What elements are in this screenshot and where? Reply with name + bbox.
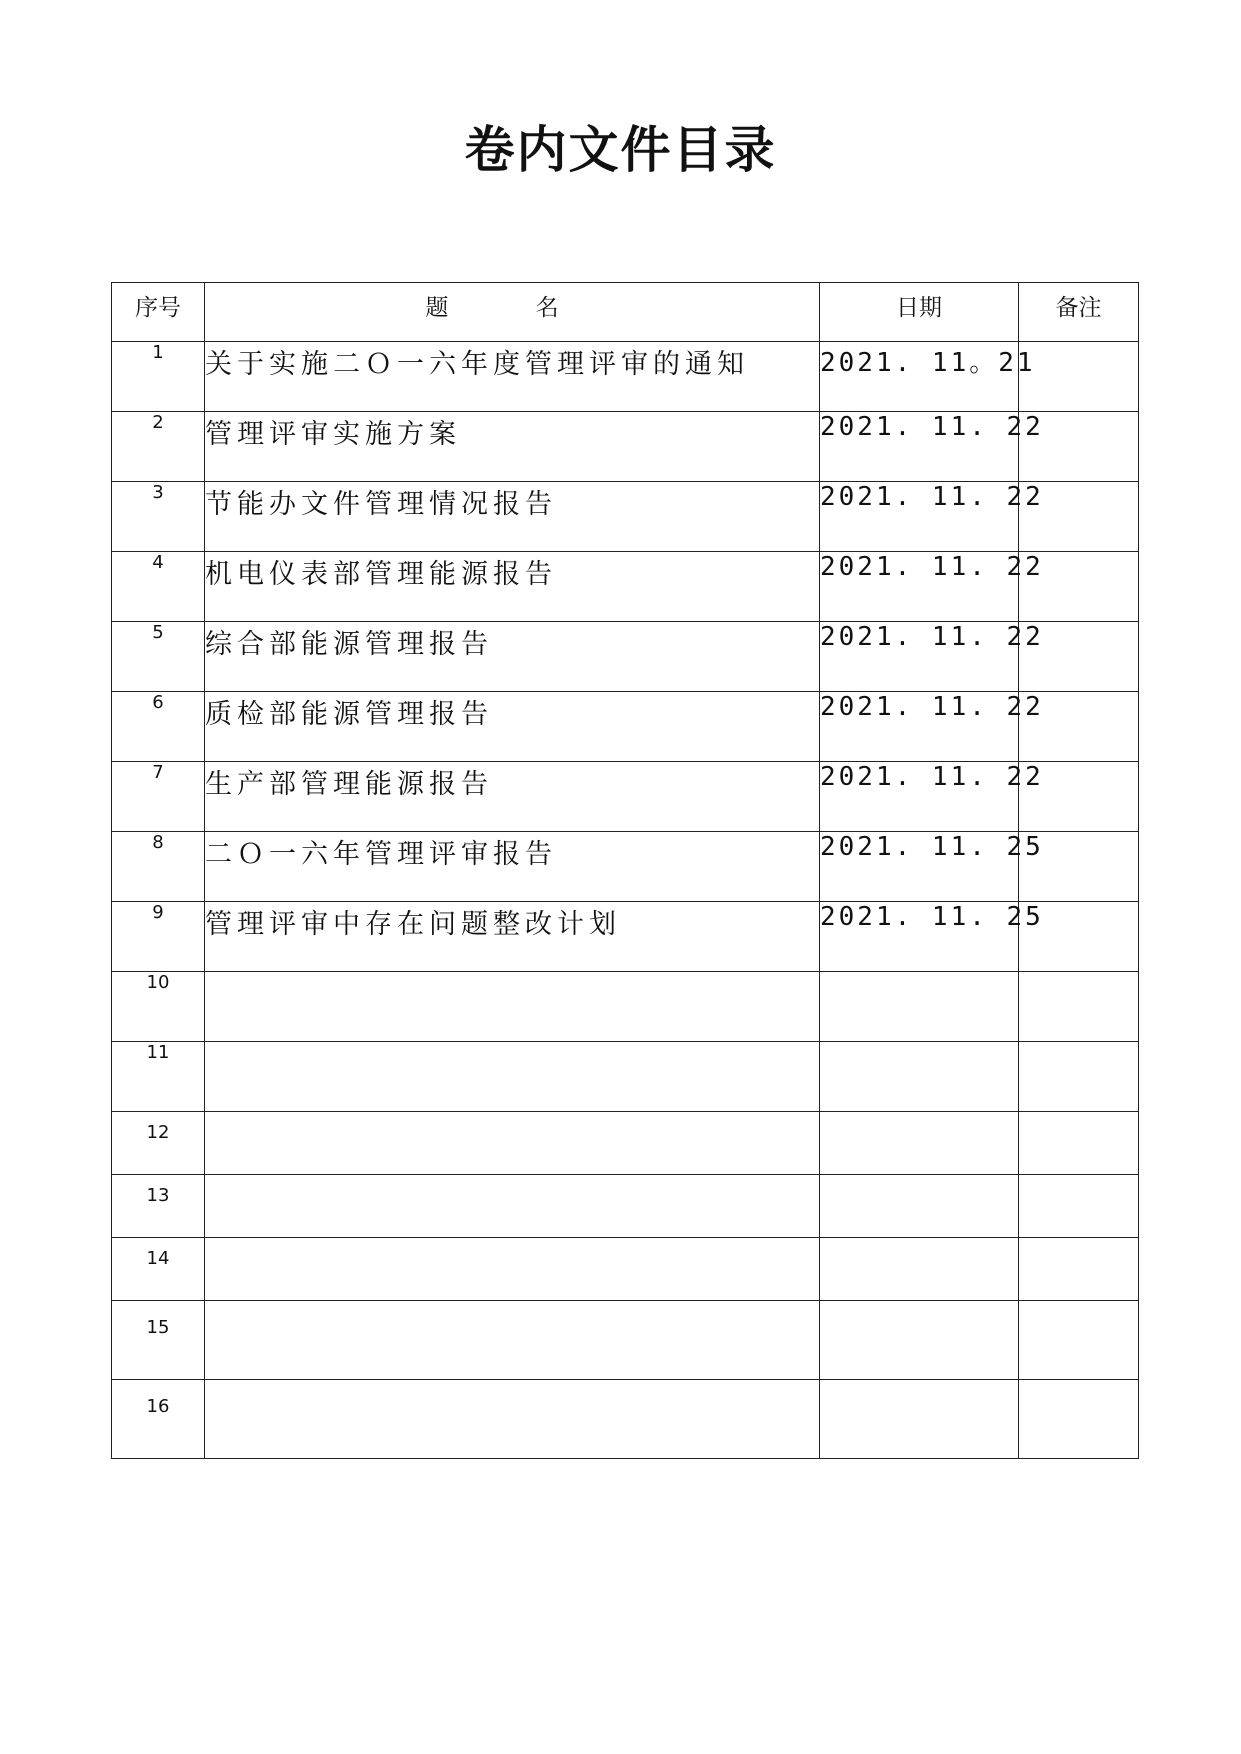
row-date bbox=[820, 1042, 1019, 1112]
row-seq: 9 bbox=[112, 902, 205, 972]
header-remark: 备注 bbox=[1019, 283, 1139, 342]
row-seq: 7 bbox=[112, 762, 205, 832]
header-date: 日期 bbox=[820, 283, 1019, 342]
table-row bbox=[112, 762, 1139, 832]
row-seq: 16 bbox=[112, 1380, 205, 1459]
row-seq: 2 bbox=[112, 412, 205, 482]
row-title bbox=[205, 1380, 820, 1459]
row-title: 机电仪表部管理能源报告 bbox=[205, 552, 820, 622]
table-row bbox=[112, 1238, 1139, 1301]
table-row bbox=[112, 832, 1139, 902]
row-remark bbox=[1019, 1042, 1139, 1112]
row-date: 2021. 11. 25 bbox=[820, 902, 1019, 972]
table-row bbox=[112, 1380, 1139, 1459]
row-date: 2021. 11. 22 bbox=[820, 412, 1019, 482]
row-title: 管理评审中存在问题整改计划 bbox=[205, 902, 820, 972]
row-remark bbox=[1019, 1238, 1139, 1301]
row-remark bbox=[1019, 1301, 1139, 1380]
row-title: 管理评审实施方案 bbox=[205, 412, 820, 482]
row-date bbox=[820, 1301, 1019, 1380]
document-title: 卷内文件目录 bbox=[464, 121, 777, 179]
row-seq: 10 bbox=[112, 972, 205, 1042]
row-date: 2021. 11. 22 bbox=[820, 692, 1019, 762]
table-row bbox=[112, 692, 1139, 762]
table-row bbox=[112, 482, 1139, 552]
row-seq: 8 bbox=[112, 832, 205, 902]
row-title: 生产部管理能源报告 bbox=[205, 762, 820, 832]
row-date: 2021. 11. 25 bbox=[820, 832, 1019, 902]
row-seq: 13 bbox=[112, 1175, 205, 1238]
row-date bbox=[820, 1238, 1019, 1301]
row-remark bbox=[1019, 342, 1139, 412]
row-remark bbox=[1019, 1112, 1139, 1175]
table-row bbox=[112, 902, 1139, 972]
row-date: 2021. 11. 22 bbox=[820, 482, 1019, 552]
row-title bbox=[205, 1112, 820, 1175]
catalog-table bbox=[111, 282, 1139, 1459]
row-date: 2021. 11。21 bbox=[820, 342, 1019, 412]
row-seq: 15 bbox=[112, 1301, 205, 1380]
row-seq: 1 bbox=[112, 342, 205, 412]
row-title bbox=[205, 1042, 820, 1112]
row-date: 2021. 11. 22 bbox=[820, 762, 1019, 832]
row-seq: 5 bbox=[112, 622, 205, 692]
table-row bbox=[112, 342, 1139, 412]
row-remark bbox=[1019, 972, 1139, 1042]
row-date bbox=[820, 1175, 1019, 1238]
row-seq: 14 bbox=[112, 1238, 205, 1301]
row-date: 2021. 11. 22 bbox=[820, 622, 1019, 692]
row-title: 综合部能源管理报告 bbox=[205, 622, 820, 692]
header-title bbox=[205, 283, 820, 342]
table-row bbox=[112, 972, 1139, 1042]
row-title: 节能办文件管理情况报告 bbox=[205, 482, 820, 552]
table-row bbox=[112, 1112, 1139, 1175]
row-date bbox=[820, 1112, 1019, 1175]
table-row bbox=[112, 622, 1139, 692]
row-title: 二Ｏ一六年管理评审报告 bbox=[205, 832, 820, 902]
header-seq: 序号 bbox=[112, 283, 205, 342]
table-row bbox=[112, 1042, 1139, 1112]
header-title-label: 题 名 bbox=[425, 295, 599, 321]
table-row bbox=[112, 1301, 1139, 1380]
row-date: 2021. 11. 22 bbox=[820, 552, 1019, 622]
table-row bbox=[112, 552, 1139, 622]
row-date bbox=[820, 972, 1019, 1042]
row-remark bbox=[1019, 1380, 1139, 1459]
table-row bbox=[112, 412, 1139, 482]
row-seq: 3 bbox=[112, 482, 205, 552]
row-date bbox=[820, 1380, 1019, 1459]
table-header-row bbox=[112, 283, 1139, 342]
row-title: 质检部能源管理报告 bbox=[205, 692, 820, 762]
row-seq: 6 bbox=[112, 692, 205, 762]
row-remark bbox=[1019, 1175, 1139, 1238]
row-title bbox=[205, 972, 820, 1042]
row-seq: 12 bbox=[112, 1112, 205, 1175]
table-row bbox=[112, 1175, 1139, 1238]
row-seq: 4 bbox=[112, 552, 205, 622]
row-title: 关于实施二Ｏ一六年度管理评审的通知 bbox=[205, 342, 820, 412]
row-title bbox=[205, 1175, 820, 1238]
row-title bbox=[205, 1301, 820, 1380]
row-title bbox=[205, 1238, 820, 1301]
row-seq: 11 bbox=[112, 1042, 205, 1112]
